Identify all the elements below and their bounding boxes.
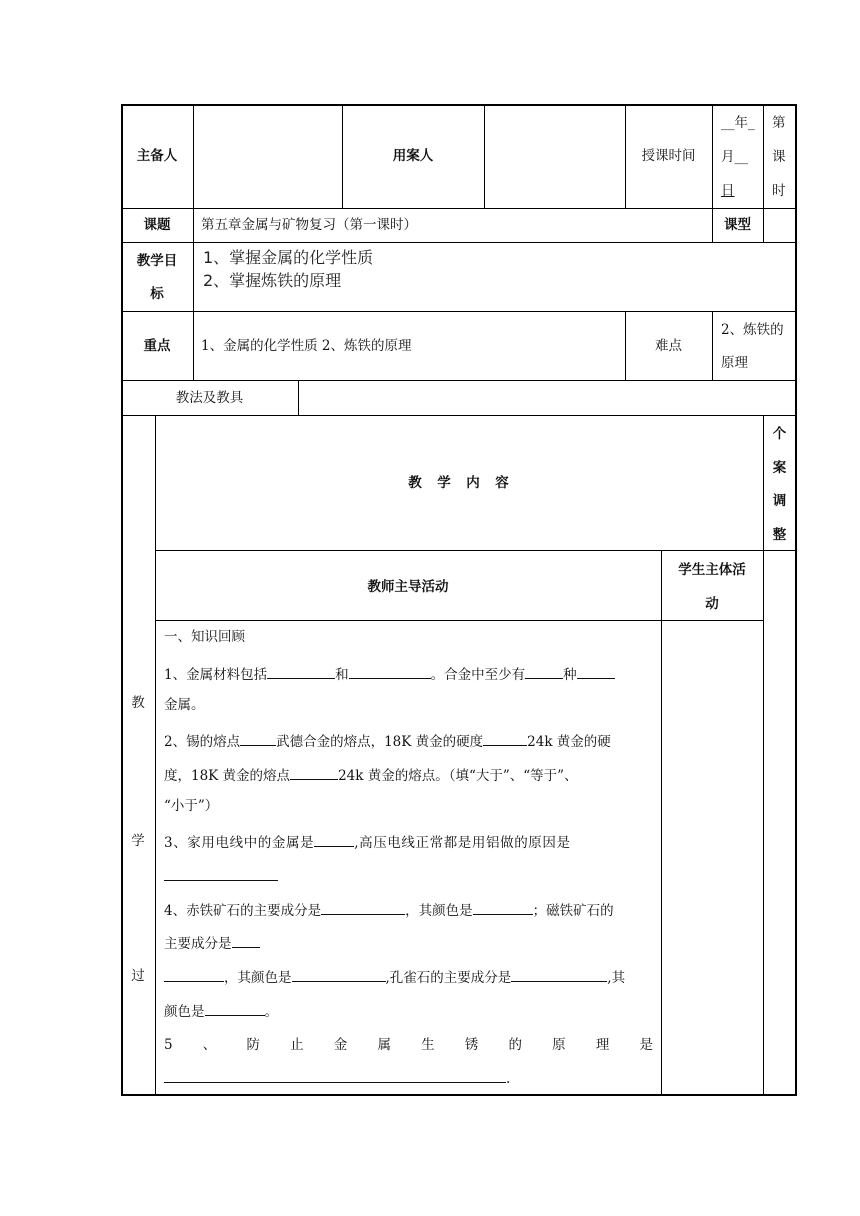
- question-2-line-3: “小于”）: [164, 798, 219, 814]
- blank[interactable]: [232, 933, 260, 948]
- col-line: [155, 415, 156, 1095]
- blank[interactable]: [205, 1001, 265, 1016]
- blank[interactable]: [525, 664, 563, 679]
- lesson-type-label: 课型: [724, 217, 751, 233]
- blank[interactable]: [314, 832, 354, 847]
- preparer-label: 主备人: [136, 148, 178, 164]
- section-title: 一、知识回顾: [164, 629, 245, 645]
- date-line-2: 月__: [721, 149, 748, 165]
- goal-item-1: 1、掌握金属的化学性质: [203, 248, 374, 267]
- goals-label-line-1: 教学目: [136, 253, 178, 269]
- question-4-line-3: ，其颜色是 ,孔雀石的主要成分是 ,其: [164, 967, 625, 987]
- period-line-3: 时: [772, 183, 786, 199]
- key-value: 1、金属的化学性质 2、炼铁的原理: [201, 338, 412, 354]
- key-label: 重点: [143, 338, 171, 354]
- user-label: 用案人: [392, 148, 434, 164]
- col-line: [193, 208, 194, 242]
- question-4-line-1: 4、赤铁矿石的主要成分是 ，其颜色是 ；磁铁矿石的: [164, 900, 614, 920]
- blank[interactable]: [164, 967, 224, 982]
- goals-label-line-2: 标: [150, 286, 164, 302]
- blank[interactable]: [164, 866, 278, 881]
- difficulty-line-1: 2、炼铁的: [721, 322, 784, 338]
- table-border-bottom: [121, 1094, 797, 1096]
- student-activity-header-line-2: 动: [705, 596, 719, 612]
- col-line: [193, 242, 194, 311]
- row-line: [121, 415, 797, 416]
- blank[interactable]: [349, 664, 431, 679]
- adjust-cell[interactable]: [764, 551, 794, 1093]
- goal-item-2: 2、掌握炼铁的原理: [203, 271, 342, 290]
- blank[interactable]: [577, 664, 615, 679]
- period-line-2: 课: [772, 149, 786, 165]
- teacher-activity-header: 教师主导活动: [367, 579, 449, 595]
- adjust-label-char-3: 调: [772, 493, 787, 509]
- blank[interactable]: [473, 900, 533, 915]
- adjust-label-char-1: 个: [772, 426, 787, 442]
- date-line-3: 日: [721, 183, 735, 199]
- question-4-line-2: 主要成分是: [164, 933, 260, 953]
- question-5-answer-line: .: [164, 1068, 510, 1088]
- question-4-line-4: 颜色是 。: [164, 1001, 278, 1021]
- blank[interactable]: [164, 1068, 506, 1083]
- methods-value[interactable]: [299, 381, 795, 414]
- topic-value: 第五章金属与矿物复习（第一课时）: [201, 217, 417, 233]
- difficulty-line-2: 原理: [721, 355, 748, 371]
- col-line: [712, 104, 713, 208]
- adjust-label-char-2: 案: [772, 460, 787, 476]
- col-line: [193, 311, 194, 380]
- blank[interactable]: [511, 967, 607, 982]
- blank[interactable]: [321, 900, 405, 915]
- content-title: 教 学 内 容: [408, 475, 510, 491]
- period-line-1: 第: [772, 115, 786, 131]
- question-2-line-1: 2、锡的熔点 武德合金的熔点，18K 黄金的硬度 24k 黄金的硬: [164, 731, 611, 751]
- col-line: [712, 311, 713, 380]
- student-activity-cell[interactable]: [662, 621, 762, 1093]
- question-3-answer-line[interactable]: [164, 866, 278, 886]
- blank[interactable]: [240, 731, 276, 746]
- question-1-cont: 金属。: [164, 697, 205, 713]
- process-label-char-1: 教: [131, 695, 145, 711]
- preparer-value[interactable]: [194, 105, 341, 207]
- question-2-line-2: 度，18K 黄金的熔点 24k 黄金的熔点。（填“大于”、“等于”、: [164, 765, 578, 785]
- blank[interactable]: [290, 765, 338, 780]
- difficulty-label: 难点: [655, 338, 682, 354]
- row-line: [121, 311, 797, 312]
- user-value[interactable]: [485, 105, 624, 207]
- blank[interactable]: [483, 731, 527, 746]
- adjust-label-char-4: 整: [772, 527, 787, 543]
- student-activity-header-line-1: 学生主体活: [678, 562, 746, 578]
- process-label-char-3: 过: [131, 968, 145, 984]
- blank[interactable]: [292, 967, 386, 982]
- topic-label: 课题: [143, 217, 171, 233]
- row-line: [155, 550, 797, 551]
- process-label-char-2: 学: [131, 833, 145, 849]
- time-label: 授课时间: [641, 148, 696, 164]
- question-3: 3、家用电线中的金属是 ,高压电线正常都是用铝做的原因是: [164, 832, 571, 852]
- date-line-1: __年_: [721, 115, 755, 131]
- blank[interactable]: [267, 664, 335, 679]
- col-line: [763, 208, 764, 242]
- question-1: 1、金属材料包括 和 。合金中至少有 种: [164, 664, 615, 684]
- row-line: [121, 208, 797, 209]
- row-line: [121, 242, 797, 243]
- question-5: 5 、 防 止 金 属 生 锈 的 原 理 是: [164, 1037, 653, 1053]
- table-border-right: [795, 104, 797, 1096]
- col-line: [763, 104, 764, 208]
- methods-label: 教法及教具: [175, 390, 244, 406]
